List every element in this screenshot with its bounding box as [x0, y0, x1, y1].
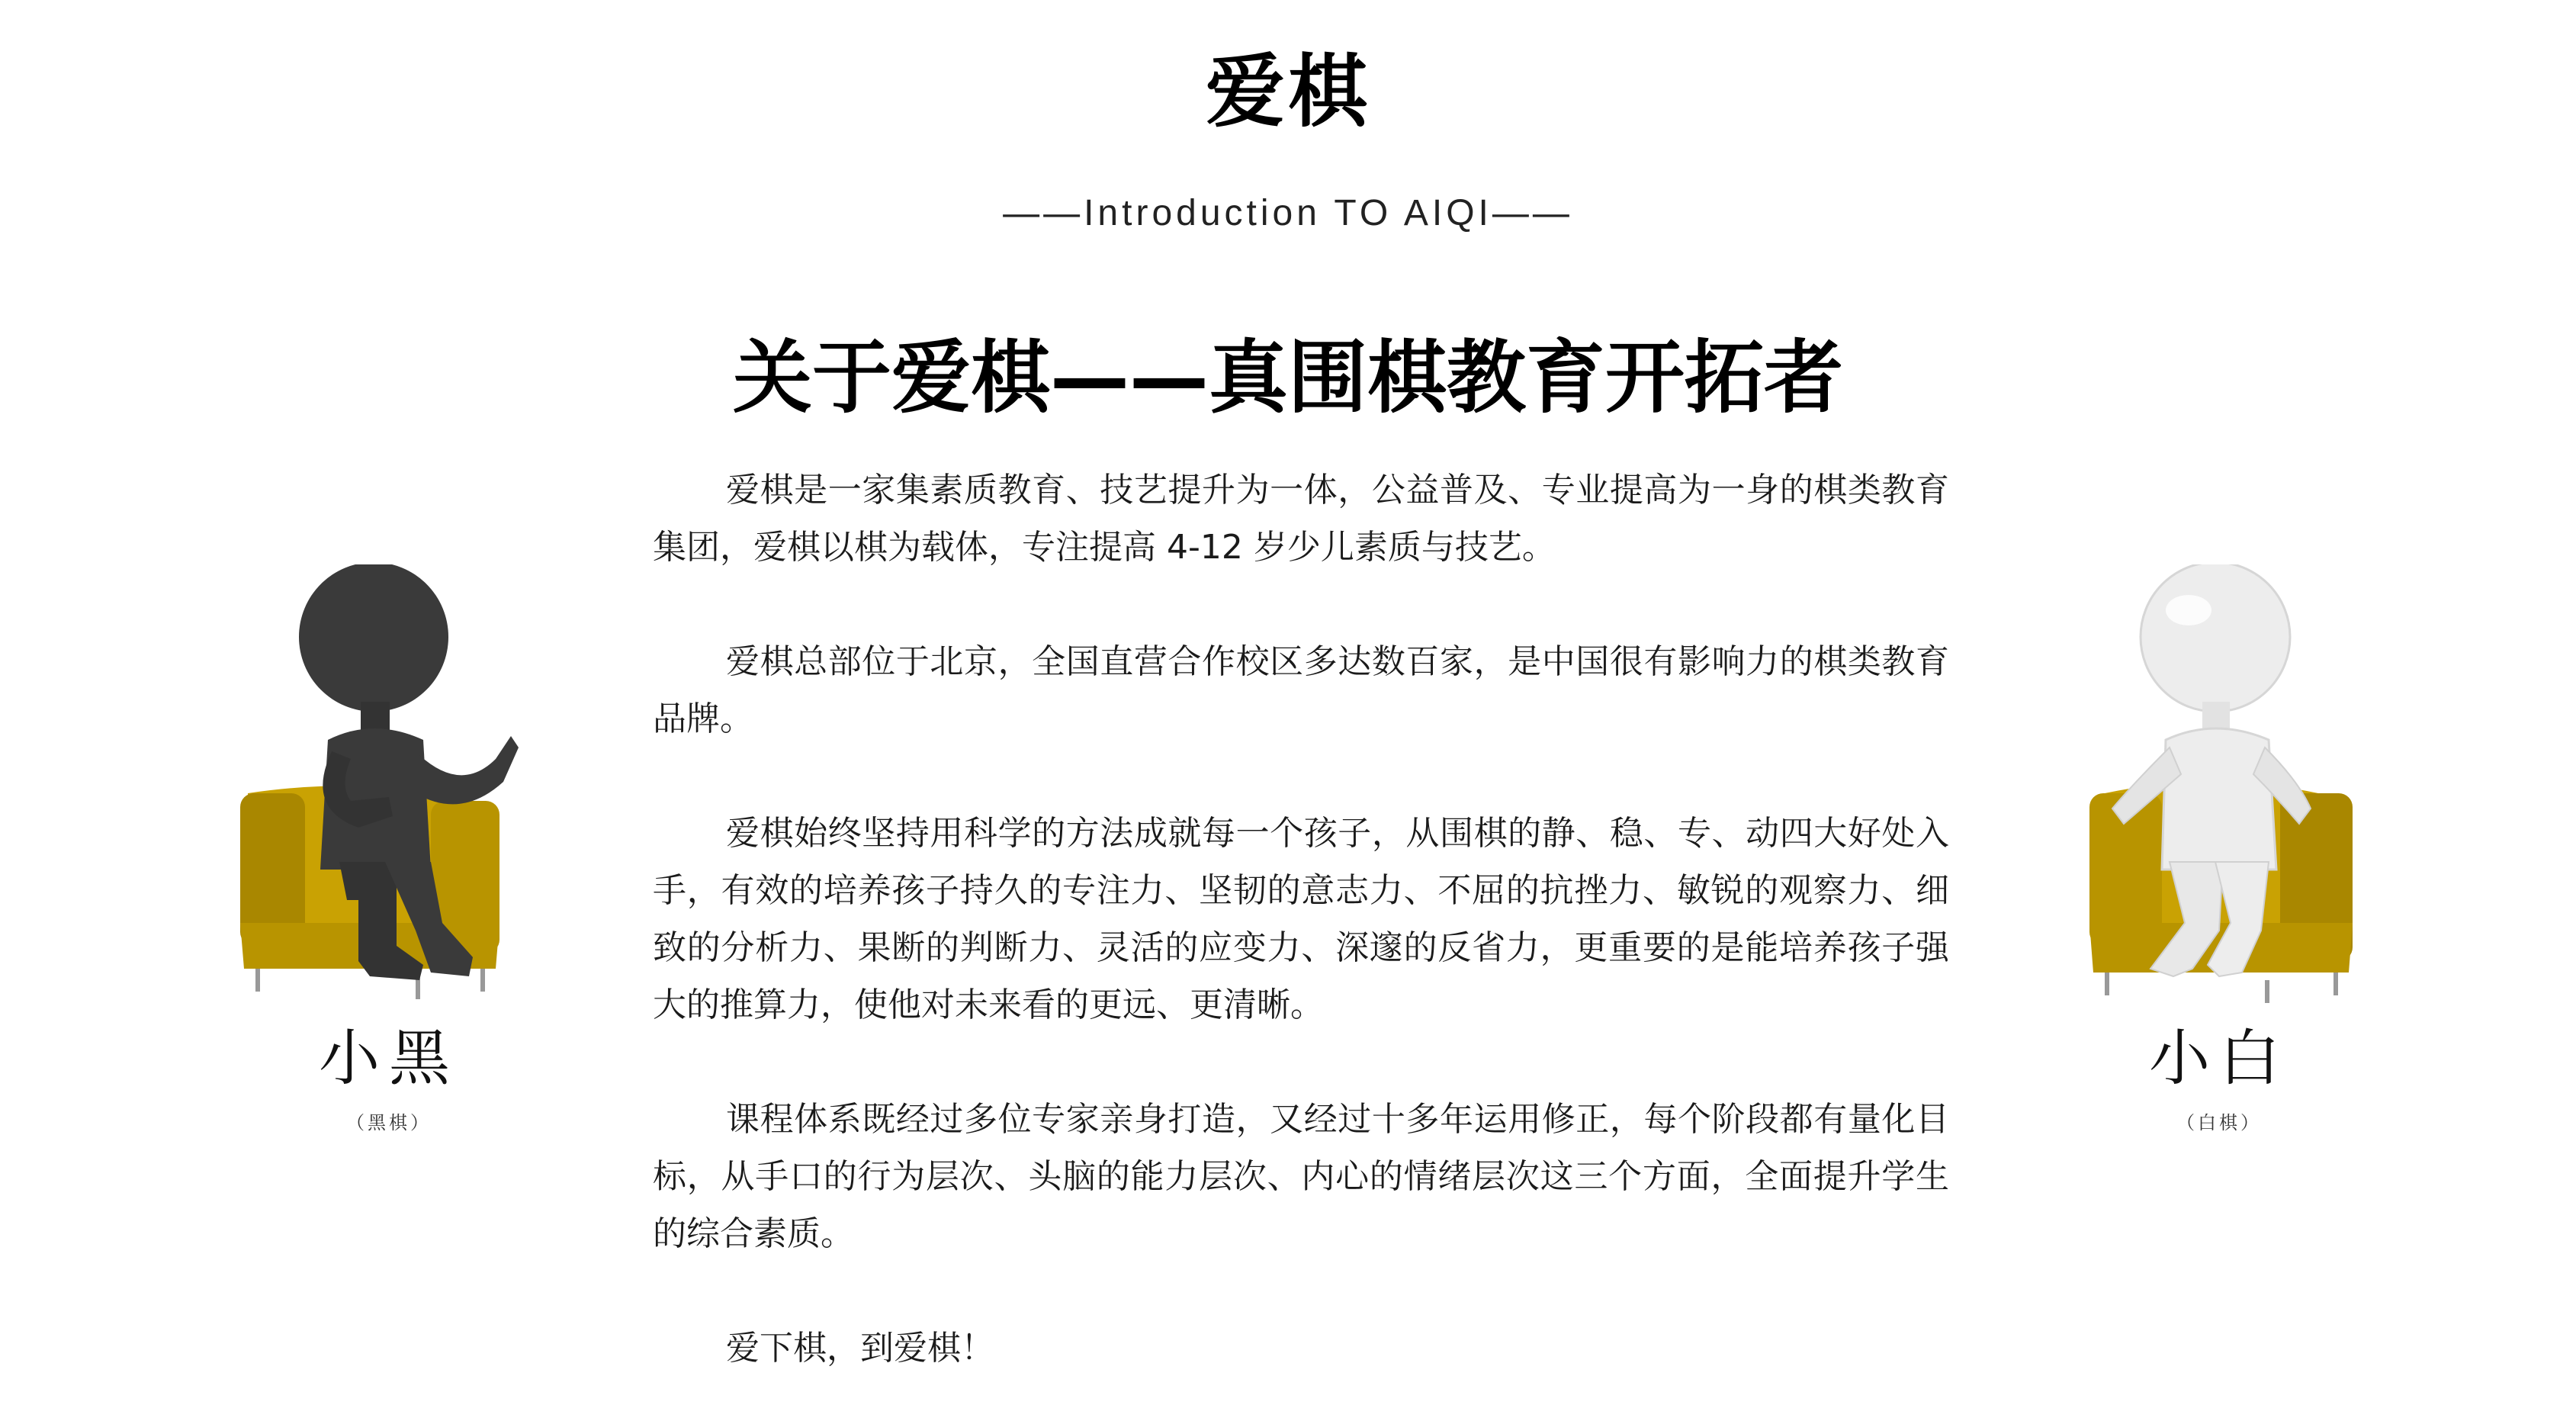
character-white-name: 小白	[2149, 1023, 2289, 1094]
character-black	[225, 564, 553, 1138]
character-white	[2059, 564, 2379, 1138]
section-heading: 关于爱棋——真围棋教育开拓者	[732, 331, 1843, 424]
white-figure-on-sofa-icon	[2059, 564, 2379, 1007]
brand-title: 爱棋	[1205, 45, 1370, 138]
intro-paragraph-4: 课程体系既经过多位专家亲身打造，又经过十多年运用修正，每个阶段都有量化目标，从手口的行为层次、头脑的能力层次、内心的情绪层次这三个方面，全面提升学生的综合素质。	[653, 1100, 1949, 1253]
character-black-note: （黑棋）	[346, 1112, 432, 1133]
black-figure-on-sofa-icon	[225, 564, 553, 1007]
intro-paragraph-5: 爱下棋，到爱棋！	[726, 1329, 994, 1368]
character-black-name: 小黑	[319, 1023, 459, 1094]
character-white-note: （白棋）	[2176, 1112, 2262, 1133]
intro-paragraph-1: 爱棋是一家集素质教育、技艺提升为一体，公益普及、专业提高为一身的棋类教育集团，爱棋以棋为载体，专注提高 4-12 岁少儿素质与技艺。	[653, 471, 1949, 567]
intro-paragraph-3: 爱棋始终坚持用科学的方法成就每一个孩子，从围棋的静、稳、专、动四大好处入手，有效的培养孩子持久的专注力、坚韧的意志力、不屈的抗挫力、敏锐的观察力、细致的分析力、果断的判断力、灵活的应变力、深邃的反省力，更重要的是能培养孩子强大的推算力，使他对未来看的更远、更清晰。	[653, 814, 1949, 1024]
subtitle: ——Introduction TO AIQI——	[1003, 193, 1573, 233]
intro-body	[653, 461, 1949, 1377]
intro-paragraph-2: 爱棋总部位于北京，全国直营合作校区多达数百家，是中国很有影响力的棋类教育品牌。	[653, 642, 1949, 738]
